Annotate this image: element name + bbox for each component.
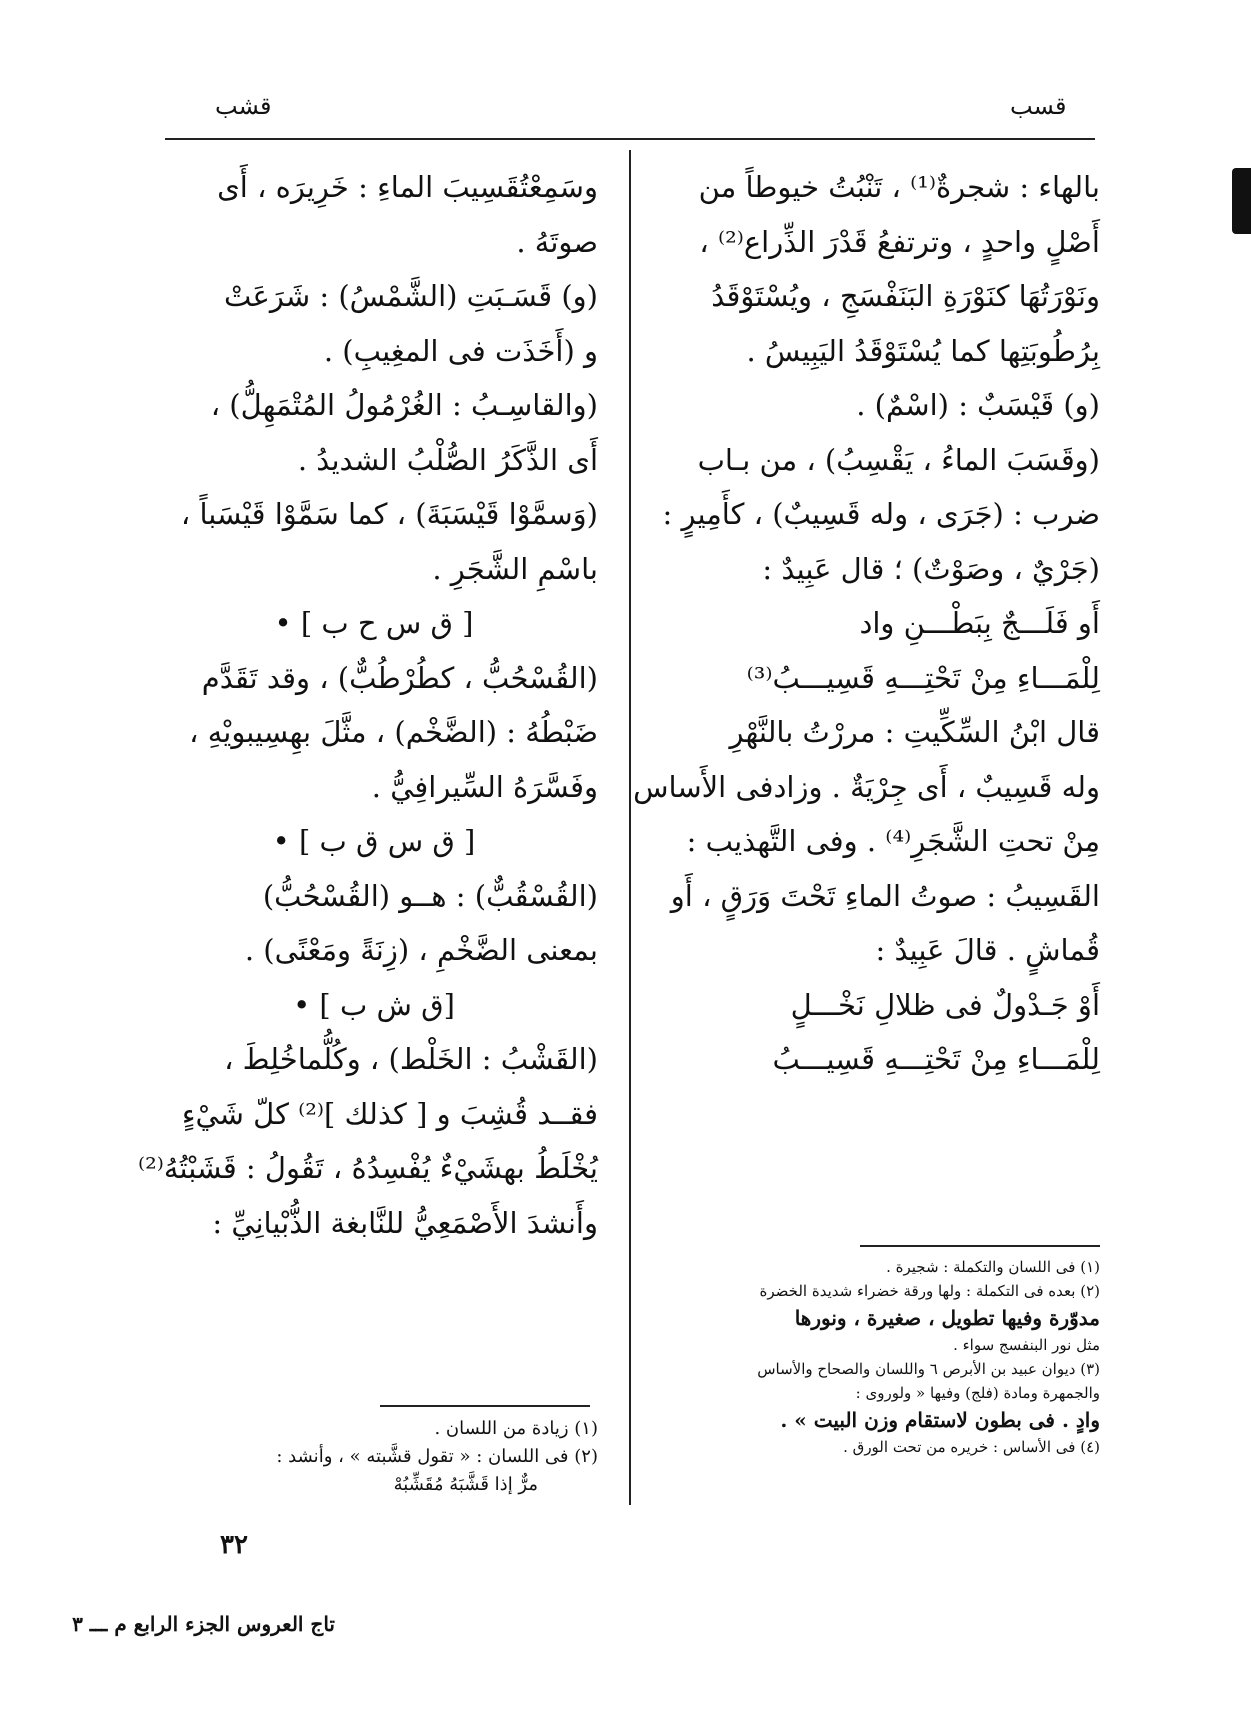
text-line: ضَبْطُهُ : (الضَّخْم) ، مثَّلَ بهِسِيبويْهِ ، (189, 715, 598, 749)
running-head-left: قشب (215, 92, 272, 120)
left-footnotes (150, 1415, 598, 1499)
entry-heading: [ ق س ح ب ] • (274, 606, 474, 640)
text-line: وأَنشدَ الأَصْمَعِيُّ للنَّابغة الذُّبْيانِيِّ : (212, 1205, 598, 1240)
column-divider (629, 150, 631, 1505)
text-line: بمعنى الضَّخْمِ ، (زِنَةً ومَعْنًى) . (244, 933, 598, 967)
footnote: مثل نور البنفسج سواء . (953, 1336, 1100, 1354)
text-line: (والقاسِـبُ : الغُرْمُولُ المُتْمَهِلُّ) ، (210, 388, 598, 422)
footnote: مرٌّ إذا قَشَّبَهُ مُقَشِّبُهْ (393, 1474, 538, 1495)
text-line: وله قَسِيبٌ ، أَى جِرْيَةٌ . وزادفى الأَساس (633, 769, 1100, 804)
text-line: ونَوْرَتُهَا كنَوْرَةِ البَنَفْسَجِ ، ويُسْتَوْقَدُ (711, 279, 1100, 313)
entry-heading: [ ق س ق ب ] • (272, 824, 476, 858)
text-line: يُخْلَطُ بهشَيْءٌ يُفْسِدُهُ ، تَقُولُ : قَشَبْتُهُ⁽²⁾ (138, 1151, 598, 1185)
text-line: قُماشٍ . قالَ عَبِيدٌ : (875, 933, 1100, 967)
text-line: (جَرْيٌ ، وصَوْتٌ) ؛ قال عَبِيدٌ : (762, 551, 1100, 586)
text-line: (القُسْحُبُّ ، كطُرْطُبٌّ) ، وقد تَقَدَّم (201, 660, 598, 695)
verse-line: لِلْمَـــاءِ مِنْ تَحْتِـــهِ قَسِيـــبُ (772, 1042, 1100, 1076)
text-line: بِرُطُوبَتِها كما يُسْتَوْقَدُ اليَبِيسُ . (746, 333, 1100, 368)
text-line: (وَسمَّوْا قَيْسَبَةَ) ، كما سَمَّوْا قَيْسَباً ، (180, 497, 598, 531)
header-rule (165, 138, 1095, 140)
right-footnotes (660, 1255, 1100, 1459)
footnote: (٢) بعده فى التكملة : ولها ورقة خضراء شديدة الخضرة (759, 1282, 1100, 1300)
verse-line: لِلْمَـــاءِ مِنْ تَحْتِـــهِ قَسِيـــبُ⁽³⁾ (746, 660, 1100, 695)
text-line: (و) قَيْسَبٌ : (اسْمٌ) . (856, 388, 1100, 422)
text-line: أَى الذَّكَرُ الصُّلْبُ الشديدُ . (297, 442, 598, 477)
footnote-rule-right (860, 1245, 1100, 1247)
text-line: وسَمِعْتُقَسِيبَ الماءِ : خَرِيرَه ، أَى (217, 170, 598, 204)
text-line: قال ابْنُ السِّكِّيتِ : مررْتُ بالنَّهْرِ (729, 715, 1100, 749)
text-line: وفَسَّرَهُ السِّيرافِيُّ . (371, 769, 598, 804)
series-footer: تاج العروس الجزء الرابع م ـــ ٣ (72, 1612, 335, 1636)
text-line: (و) قَسَـبَتِ (الشَّمْسُ) : شَرَعَتْ (224, 279, 598, 313)
text-line: و (أَخَذَت فى المغِيبِ) . (323, 333, 598, 368)
footnote: (١) زيادة من اللسان . (434, 1418, 598, 1439)
text-line: (القَشْبُ : الخَلْط) ، وكُلُّماخُلِطَ ، (224, 1042, 598, 1076)
footnote: وادٍ . فى بطون لاستقام وزن البيت » . (780, 1408, 1100, 1432)
text-line: صوتَهُ . (516, 224, 598, 259)
footnote: مدوّرة وفيها تطويل ، صغيرة ، ونورها (794, 1306, 1100, 1330)
text-line: (القُسْقُبٌّ) : هــو (القُسْحُبُّ) (262, 878, 598, 913)
footnote: والجمهرة ومادة (فلج) وفيها « ولوروى : (855, 1384, 1100, 1402)
verse-line: أَو فَلَـــجٌ بِبَطْـــنِ واد (859, 606, 1100, 640)
scan-edge-mark (1232, 168, 1251, 234)
footnote: (٤) فى الأساس : خريره من تحت الورق . (843, 1438, 1100, 1456)
footnote: (١) فى اللسان والتكملة : شجيرة . (886, 1258, 1100, 1276)
text-line: بالهاء : شجرةٌ⁽¹⁾ ، تَنْبُتُ خيوطاً من (698, 170, 1100, 204)
entry-heading: [ق ش ب ] • (293, 987, 455, 1022)
text-line: القَسِيبُ : صوتُ الماءِ تَحْتَ وَرَقٍ ، أَو (670, 878, 1100, 913)
page-number: ٣٢ (220, 1530, 248, 1560)
footnote: (٣) ديوان عبيد بن الأبرص ٦ واللسان والصحاح والأساس (757, 1360, 1100, 1378)
footnote: (٢) فى اللسان : « تقول قشَّبته » ، وأنشد : (276, 1446, 598, 1467)
text-line: مِنْ تحتِ الشَّجَرِ⁽⁴⁾ . وفى التَّهذيب : (686, 824, 1100, 858)
left-column (138, 160, 598, 1250)
text-line: (وقَسَبَ الماءُ ، يَقْسِبُ) ، من بـاب (697, 442, 1100, 477)
text-line: ضرب : (جَرَى ، وله قَسِيبٌ) ، كأَمِيرٍ : (662, 497, 1100, 531)
running-head-right: قسب (1010, 92, 1067, 120)
footnote-rule-left (380, 1405, 590, 1407)
text-line: باسْمِ الشَّجَرِ . (432, 551, 598, 586)
right-column (633, 160, 1100, 1087)
text-line: أَصْلٍ واحدٍ ، وترتفعُ قَدْرَ الذِّراع⁽²⁾ ، (699, 224, 1100, 259)
verse-line: أَوْ جَـدْولٌ فى ظلالِ نَخْـــلٍ (790, 987, 1100, 1022)
text-line: فقــد قُشِبَ و [ كذلك ]⁽²⁾ كلّ شَيْءٍ (181, 1096, 598, 1131)
